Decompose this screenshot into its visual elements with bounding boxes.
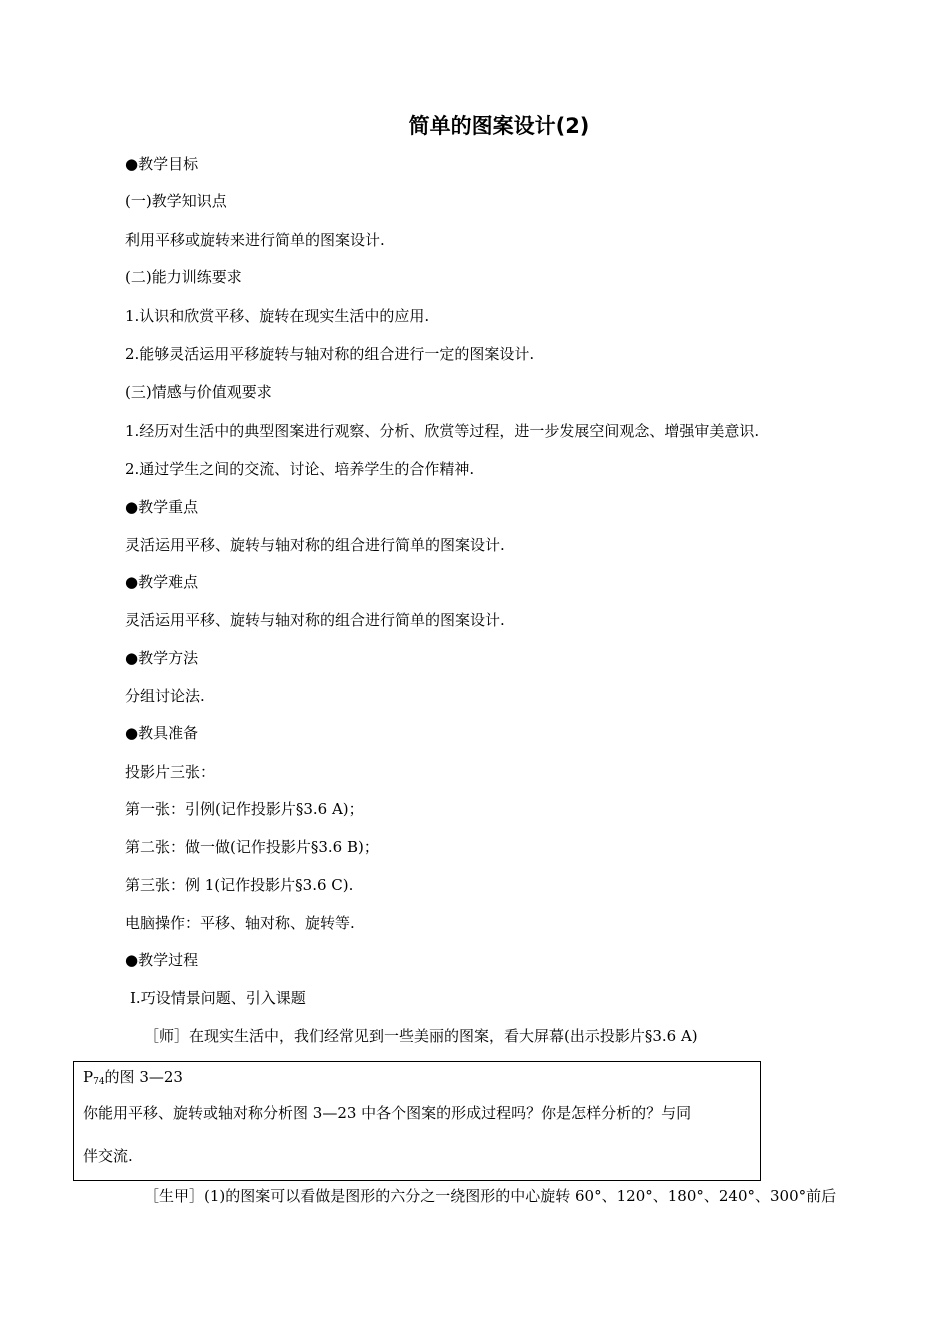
section-heading-methods: ●教学方法 — [125, 649, 199, 667]
section-heading-materials: ●教具准备 — [125, 724, 199, 742]
boxed-exercise — [73, 1061, 761, 1181]
paragraph: 电脑操作：平移、轴对称、旋转等. — [125, 914, 355, 932]
paragraph: 投影片三张： — [125, 763, 216, 781]
box-ref-p: P — [83, 1068, 94, 1086]
document-title: 简单的图案设计(2) — [408, 114, 590, 138]
section-heading-process: ●教学过程 — [125, 951, 199, 969]
section-heading-difficulties: ●教学难点 — [125, 573, 199, 591]
box-reference — [83, 1066, 183, 1093]
paragraph: 利用平移或旋转来进行简单的图案设计. — [125, 231, 385, 249]
box-ref-sub: 74 — [93, 1077, 105, 1087]
box-question-line: 伴交流. — [83, 1147, 133, 1165]
box-ref-rest: 的图 3—23 — [104, 1068, 183, 1086]
subheading-ability: (二)能力训练要求 — [125, 268, 242, 286]
paragraph-student: ［生甲］(1)的图案可以看做是图形的六分之一绕图形的中心旋转 60°、120°、180°、240°、300°前后 — [144, 1187, 837, 1205]
paragraph-teacher: ［师］在现实生活中，我们经常见到一些美丽的图案，看大屏幕(出示投影片§3.6 A) — [144, 1027, 698, 1045]
paragraph: 灵活运用平移、旋转与轴对称的组合进行简单的图案设计. — [125, 536, 505, 554]
paragraph: 第一张：引例(记作投影片§3.6 A)； — [125, 800, 364, 818]
paragraph: 2.通过学生之间的交流、讨论、培养学生的合作精神. — [125, 460, 475, 478]
paragraph: 分组讨论法. — [125, 687, 205, 705]
subheading-values: (三)情感与价值观要求 — [125, 383, 272, 401]
paragraph: 1.经历对生活中的典型图案进行观察、分析、欣赏等过程，进一步发展空间观念、增强审美意识. — [125, 422, 760, 440]
paragraph: 2.能够灵活运用平移旋转与轴对称的组合进行一定的图案设计. — [125, 345, 535, 363]
section-heading-objectives: ●教学目标 — [125, 155, 199, 173]
paragraph: 第二张：做一做(记作投影片§3.6 B)； — [125, 838, 379, 856]
subheading-step-1: Ⅰ.巧设情景问题、引入课题 — [130, 989, 306, 1007]
subheading-knowledge: (一)教学知识点 — [125, 192, 227, 210]
box-question-line: 你能用平移、旋转或轴对称分析图 3—23 中各个图案的形成过程吗？你是怎样分析的？与同 — [83, 1104, 692, 1122]
paragraph: 1.认识和欣赏平移、旋转在现实生活中的应用. — [125, 307, 430, 325]
section-heading-key-points: ●教学重点 — [125, 498, 199, 516]
paragraph: 第三张：例 1(记作投影片§3.6 C). — [125, 876, 354, 894]
paragraph: 灵活运用平移、旋转与轴对称的组合进行简单的图案设计. — [125, 611, 505, 629]
